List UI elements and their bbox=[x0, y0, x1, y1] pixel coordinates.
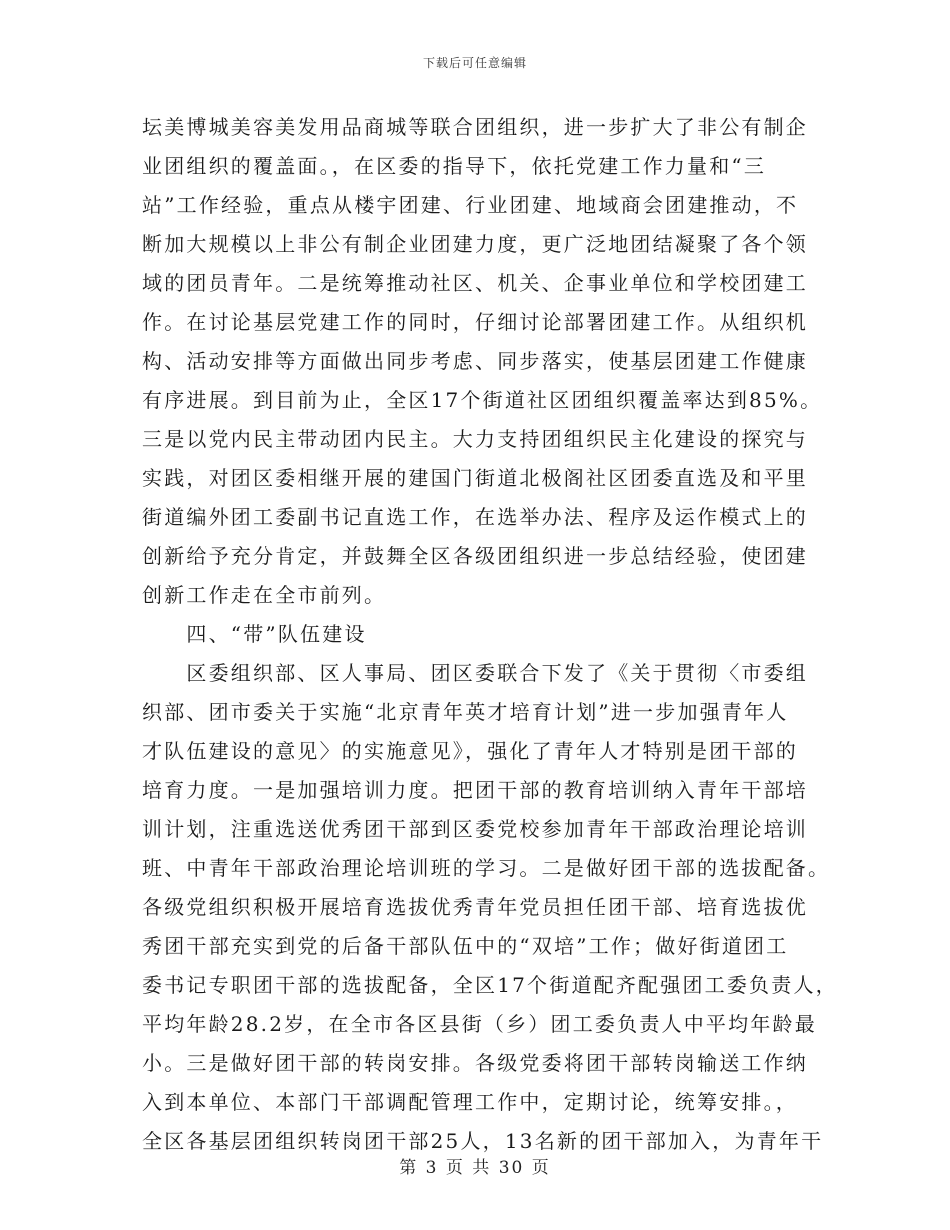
document-body bbox=[142, 108, 838, 1161]
text-line: 区委组织部、区人事局、团区委联合下发了《关于贯彻〈市委组 bbox=[142, 661, 808, 685]
text-line: 才队伍建设的意见〉的实施意见》，强化了青年人才特别是团干部的 bbox=[142, 739, 798, 763]
text-line: 平均年龄28.2岁，在全市各区县街（乡）团工委负责人中平均年龄最 bbox=[142, 1012, 817, 1036]
text-line: 入到本单位、本部门干部调配管理工作中，定期讨论，统筹安排。， bbox=[142, 1090, 798, 1114]
text-line: 三是以党内民主带动团内民主。大力支持团组织民主化建设的探究与 bbox=[142, 427, 808, 451]
text-line: 训计划，注重选送优秀团干部到区委党校参加青年干部政治理论培训 bbox=[142, 817, 808, 841]
text-line: 域的团员青年。二是统筹推动社区、机关、企事业单位和学校团建工 bbox=[142, 271, 808, 295]
page-header: 下载后可任意编辑 bbox=[422, 56, 527, 70]
text-line: 秀团干部充实到党的后备干部队伍中的“双培”工作；做好街道团工 bbox=[142, 934, 789, 958]
text-line: 街道编外团工委副书记直选工作，在选举办法、程序及运作模式上的 bbox=[142, 505, 808, 529]
text-line: 构、活动安排等方面做出同步考虑、同步落实，使基层团建工作健康 bbox=[142, 349, 808, 373]
text-line: 有序进展。到目前为止，全区17个街道社区团组织覆盖率达到85%。 bbox=[142, 388, 823, 412]
text-line: 站”工作经验，重点从楼宇团建、行业团建、地域商会团建推动，不 bbox=[142, 193, 799, 217]
page-number-footer: 第 3 页 共 30 页 bbox=[399, 1158, 551, 1178]
text-line: 各级党组织积极开展培育选拔优秀青年党员担任团干部、培育选拔优 bbox=[142, 895, 808, 919]
text-line: 织部、团市委关于实施“北京青年英才培育计划”进一步加强青年人 bbox=[142, 700, 789, 724]
text-line: 实践，对团区委相继开展的建国门街道北极阁社区团委直选及和平里 bbox=[142, 466, 808, 490]
text-line: 坛美博城美容美发用品商城等联合团组织，进一步扩大了非公有制企 bbox=[142, 115, 808, 139]
text-line: 小。三是做好团干部的转岗安排。各级党委将团干部转岗输送工作纳 bbox=[142, 1051, 808, 1075]
text-line: 班、中青年干部政治理论培训班的学习。二是做好团干部的选拔配备。 bbox=[142, 856, 831, 880]
section-heading: 四、“带”队伍建设 bbox=[142, 622, 367, 646]
text-line: 创新给予充分肯定，并鼓舞全区各级团组织进一步总结经验，使团建 bbox=[142, 544, 808, 568]
text-line: 作。在讨论基层党建工作的同时，仔细讨论部署团建工作。从组织机 bbox=[142, 310, 808, 334]
text-line: 委书记专职团干部的选拔配备，全区17个街道配齐配强团工委负责人， bbox=[142, 973, 838, 997]
text-line: 全区各基层团组织转岗团干部25人，13名新的团干部加入，为青年干 bbox=[142, 1129, 824, 1153]
text-line: 断加大规模以上非公有制企业团建力度，更广泛地团结凝聚了各个领 bbox=[142, 232, 808, 256]
text-line: 业团组织的覆盖面。，在区委的指导下，依托党建工作力量和“三 bbox=[142, 154, 767, 178]
text-line: 创新工作走在全市前列。 bbox=[142, 583, 387, 607]
text-line: 培育力度。一是加强培训力度。把团干部的教育培训纳入青年干部培 bbox=[142, 778, 808, 802]
